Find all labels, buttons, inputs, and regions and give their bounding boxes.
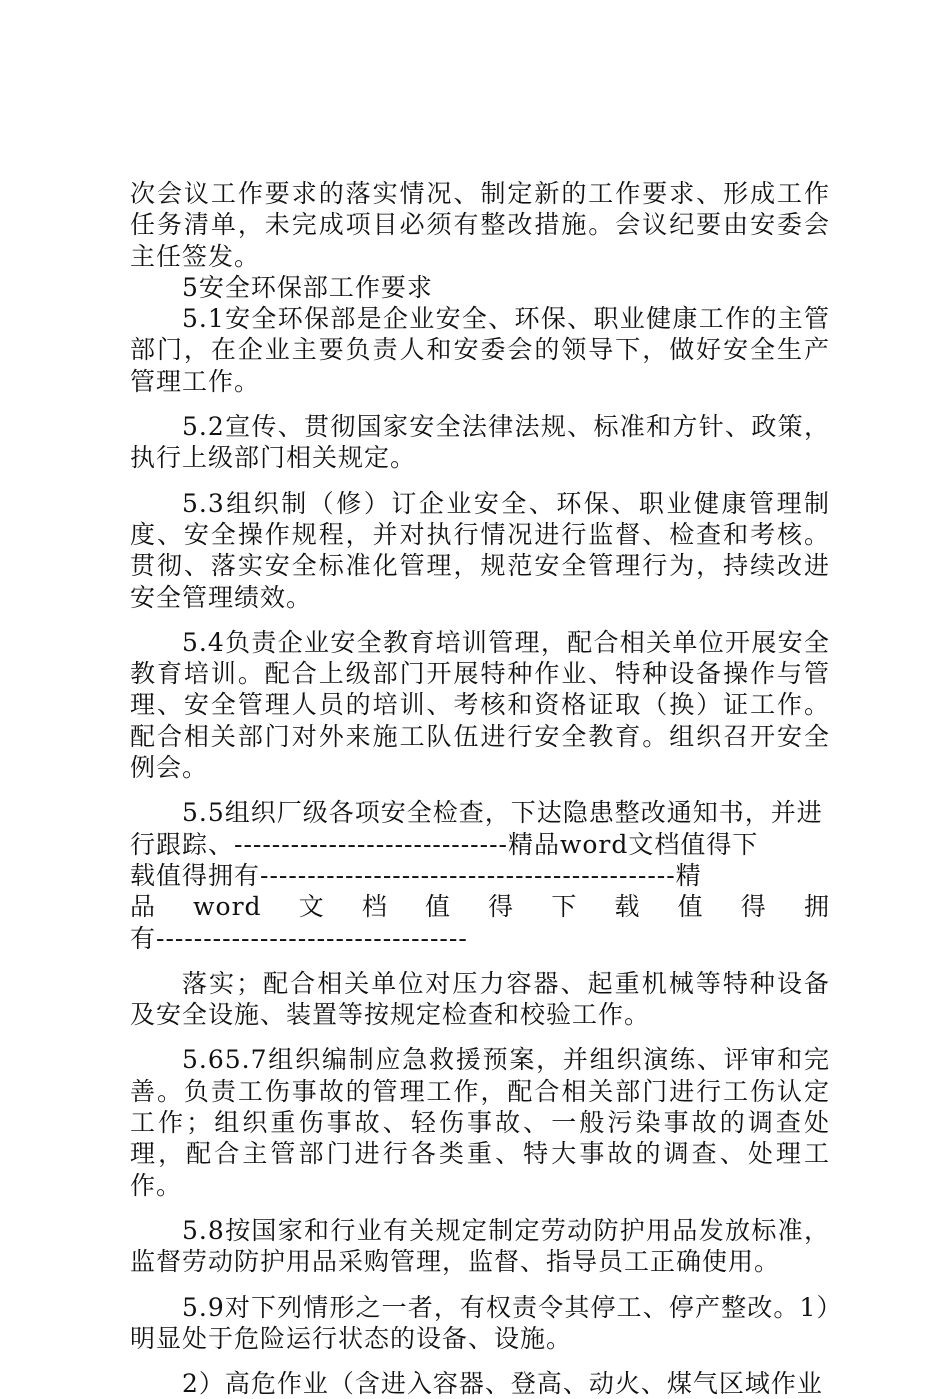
watermark-char: word: [193, 892, 262, 922]
watermark-char: 得: [488, 892, 515, 922]
watermark-char: 品: [130, 892, 157, 922]
paragraph-5-5: [130, 797, 830, 953]
paragraph-5-3: 5.3组织制（修）订企业安全、环保、职业健康管理制度、安全操作规程，并对执行情况进行监督、检查和考核。贯彻、落实安全标准化管理，规范安全管理行为，持续改进安全管理绩效。: [130, 488, 830, 612]
paragraph-intro: 次会议工作要求的落实情况、制定新的工作要求、形成工作任务清单，未完成项目必须有整改措施。会议纪要由安委会主任签发。: [130, 179, 830, 271]
watermark-char: 拥: [803, 892, 830, 922]
watermark-spread-line: [130, 891, 830, 922]
paragraph-5-9: 5.9对下列情形之一者，有权责令其停工、停产整改。1）明显处于危险运行状态的设备、设施。: [130, 1292, 830, 1353]
section-heading-5: 5安全环保部工作要求: [182, 272, 433, 302]
watermark-char: 值: [425, 892, 452, 922]
watermark-char: 文: [298, 892, 325, 922]
watermark-char: 值: [677, 892, 704, 922]
paragraph-5-6: 5.65.7组织编制应急救援预案，并组织演练、评审和完善。负责工伤事故的管理工作，配合相关部门进行工伤认定工作；组织重伤事故、轻伤事故、一般污染事故的调查处理，配合主管部门进行各类重、特大事故的调查、处理工作。: [130, 1045, 830, 1200]
paragraph-5-4: 5.4负责企业安全教育培训管理，配合相关单位开展安全教育培训。配合上级部门开展特种作业、特种设备操作与管理、安全管理人员的培训、考核和资格证取（换）证工作。配合相关部门对外来施工队伍进行安全教育。组织召开安全例会。: [130, 627, 830, 783]
paragraph-5-8: 5.8按国家和行业有关规定制定劳动防护用品发放标准，监督劳动防护用品采购管理，监督、指导员工正确使用。: [130, 1215, 830, 1277]
paragraph-5-9-2: 2）高危作业（含进入容器、登高、动火、煤气区域作业: [182, 1369, 823, 1399]
document-body: [130, 178, 830, 1399]
watermark-char: 下: [551, 892, 578, 922]
paragraph-5-1: 5.1安全环保部是企业安全、环保、职业健康工作的主管部门，在企业主要负责人和安委会的领导下，做好安全生产管理工作。: [130, 304, 830, 396]
watermark-line: 载值得拥有--------------------------------------------精: [130, 860, 702, 890]
paragraph-luoshi: 落实；配合相关单位对压力容器、起重机械等特种设备及安全设施、装置等按规定检查和校验工作。: [130, 968, 830, 1030]
watermark-char: 载: [614, 892, 641, 922]
paragraph-5-5-line: 5.5组织厂级各项安全检查，下达隐患整改通知书，并进: [182, 798, 823, 828]
watermark-char: 得: [740, 892, 767, 922]
watermark-char: 档: [361, 892, 388, 922]
paragraph-5-5-line: 行跟踪、-----------------------------精品word文档值得下: [130, 829, 759, 859]
paragraph-5-2: 5.2宣传、贯彻国家安全法律法规、标准和方针、政策，执行上级部门相关规定。: [130, 412, 830, 473]
watermark-line: 有---------------------------------: [130, 923, 468, 953]
